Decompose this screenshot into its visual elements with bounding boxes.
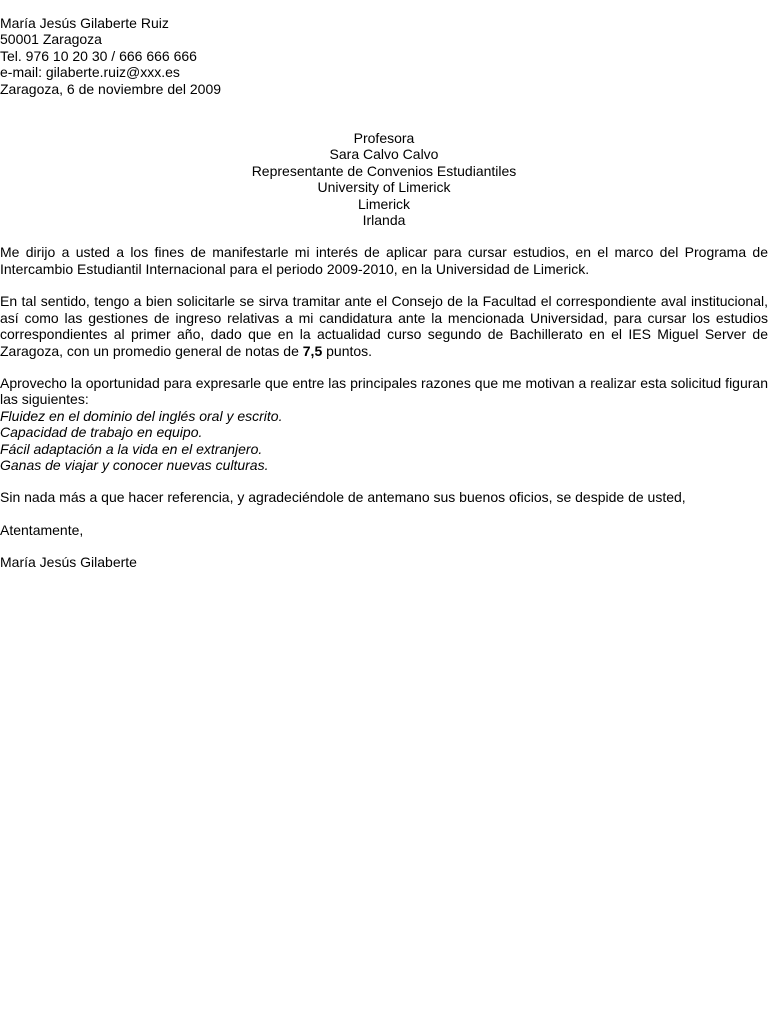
recipient-city: Limerick [357, 195, 411, 212]
body-paragraph-3: Aprovecho la oportunidad para expresarle que entre las principales razones que me motivan a realizar esta solicitud figuran las siguientes: [0, 374, 768, 408]
grade-value: 7,5 [302, 342, 323, 359]
body-paragraph-4: Sin nada más a que hacer referencia, y agradeciéndole de antemano sus buenos oficios, se despide de usted, [0, 489, 686, 506]
sender-email: e-mail: gilaberte.ruiz@xxx.es [0, 64, 180, 81]
body-paragraph-2 [0, 293, 768, 359]
body-paragraph-1: Me dirijo a usted a los fines de manifestarle mi interés de aplicar para cursar estudios, en el marco del Programa de Intercambio Estudiantil Internacional para el periodo 2009-2010, en la Universidad de Limerick. [0, 244, 768, 277]
signature: María Jesús Gilaberte [0, 554, 137, 571]
reason-item: Fácil adaptación a la vida en el extranjero. [0, 440, 263, 457]
reason-item: Capacidad de trabajo en equipo. [0, 424, 203, 441]
sender-phone: Tel. 976 10 20 30 / 666 666 666 [0, 47, 197, 64]
recipient-name: Sara Calvo Calvo [329, 146, 439, 163]
paragraph-2-end: puntos. [322, 342, 373, 359]
place-date: Zaragoza, 6 de noviembre del 2009 [0, 80, 222, 97]
reason-item: Ganas de viajar y conocer nuevas culturas. [0, 456, 269, 473]
recipient-institution: University of Limerick [317, 179, 451, 196]
closing: Atentamente, [0, 521, 84, 538]
sender-block [0, 15, 768, 97]
sender-name: María Jesús Gilaberte Ruiz [0, 15, 169, 31]
recipient-country: Irlanda [362, 212, 406, 229]
recipient-block [0, 130, 768, 228]
reason-item: Fluidez en el dominio del inglés oral y escrito. [0, 407, 283, 424]
recipient-title: Profesora [353, 130, 415, 147]
letter-page [0, 15, 768, 571]
paragraph-2-text: En tal sentido, tengo a bien solicitarle se sirva tramitar ante el Consejo de la Facultad el correspondiente aval institucional, así como las gestiones de ingreso relativas a mi candidatura ante la mencionada Universidad, para cursar los estudios correspondientes al primer año, dado que en la actualidad curso segundo de Bachillerato en el IES Miguel Server de Zaragoza, con un promedio general de notas de [0, 293, 768, 359]
reasons-list [0, 408, 768, 474]
sender-address: 50001 Zaragoza [0, 31, 102, 48]
recipient-position: Representante de Convenios Estudiantiles [251, 162, 517, 179]
